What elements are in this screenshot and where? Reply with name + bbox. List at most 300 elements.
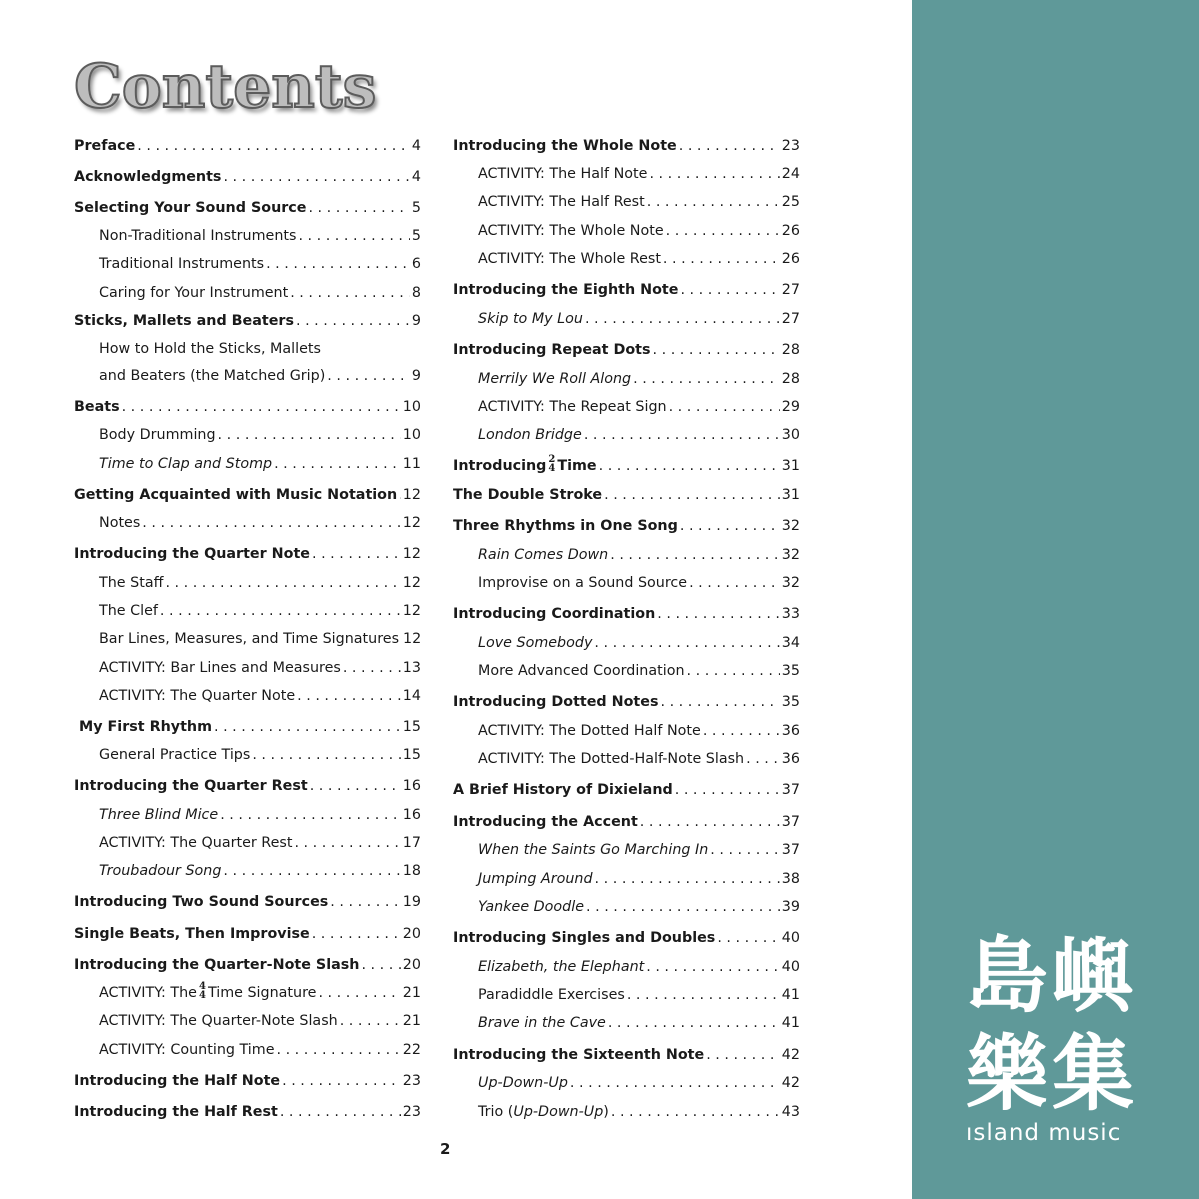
dot-leader <box>663 250 780 268</box>
toc-entry-title <box>478 398 667 416</box>
dot-leader <box>298 227 409 245</box>
toc-entry <box>74 162 421 186</box>
dot-leader <box>717 929 779 947</box>
toc-entry <box>453 304 800 328</box>
toc-entry-title <box>74 1072 280 1090</box>
toc-page-number: 12 <box>402 487 421 503</box>
toc-entry <box>453 599 800 623</box>
toc-entry-text: How to Hold the Sticks, Mallets <box>99 341 321 357</box>
toc-entry <box>74 193 421 217</box>
toc-page-number: 40 <box>781 959 800 975</box>
toc-entry <box>74 306 421 330</box>
dot-leader <box>679 137 780 155</box>
toc-entry-text: Preface <box>74 138 136 154</box>
logo-english: ısland music <box>966 1120 1122 1146</box>
dot-leader <box>646 958 780 976</box>
toc-entry-text: Troubadour Song <box>99 863 222 879</box>
toc-entry <box>74 887 421 911</box>
dot-leader <box>266 255 410 273</box>
toc-entry-text: Introducing Singles and Doubles <box>453 930 716 946</box>
toc-entry-title <box>99 687 295 705</box>
toc-entry-title <box>453 341 651 359</box>
toc-entry-text: Sticks, Mallets and Beaters <box>74 313 294 329</box>
toc-entry-text: Skip to My Lou <box>478 311 583 327</box>
toc-entry <box>453 835 800 859</box>
toc-page-number: 27 <box>781 311 800 327</box>
toc-entry-text: Non-Traditional Instruments <box>99 228 297 244</box>
toc-entry-text: Caring for Your Instrument <box>99 285 289 301</box>
toc-page-number: 36 <box>781 723 800 739</box>
toc-entry-title <box>99 1041 275 1059</box>
toc-entry-text: Introducing the Quarter-Note Slash <box>74 957 360 973</box>
toc-entry-title <box>478 250 661 268</box>
toc-entry <box>74 131 421 155</box>
dot-leader <box>611 1103 780 1121</box>
toc-entry-text: Acknowledgments <box>74 169 222 185</box>
toc-entry-title <box>99 602 158 620</box>
toc-entry-title <box>453 281 678 299</box>
toc-entry-title <box>478 634 592 652</box>
dot-leader <box>689 574 780 592</box>
toc-entry-text: Introducing the Eighth Note <box>453 282 679 298</box>
toc-entry-title <box>99 574 163 592</box>
toc-entry-title <box>453 1046 704 1064</box>
toc-entry-text: Merrily We Roll Along <box>478 371 632 387</box>
dot-leader <box>294 834 400 852</box>
toc-page-number: 20 <box>402 957 421 973</box>
toc-entry-title <box>99 455 272 473</box>
dot-leader <box>710 841 780 859</box>
toc-entry-text: More Advanced Coordination <box>478 663 685 679</box>
dot-leader <box>703 722 780 740</box>
toc-entry-text: ACTIVITY: Bar Lines and Measures <box>99 660 341 676</box>
toc-page-number: 4 <box>411 138 421 154</box>
toc-entry <box>453 159 800 183</box>
toc-entry-text: ACTIVITY: The Half Note <box>478 166 648 182</box>
toc-entry <box>453 807 800 831</box>
toc-entry <box>74 856 421 880</box>
dot-leader <box>218 426 401 444</box>
dot-leader <box>160 602 401 620</box>
toc-entry-title <box>99 834 292 852</box>
toc-entry <box>74 950 421 974</box>
page-number: 2 <box>440 1140 451 1158</box>
toc-entry-title <box>99 340 321 358</box>
toc-entry-text: Introducing <box>453 458 547 474</box>
dot-leader <box>340 1012 401 1030</box>
toc-entry <box>74 1035 421 1059</box>
toc-entry-title <box>99 659 341 677</box>
toc-entry-text: ACTIVITY: The Half Rest <box>478 194 645 210</box>
toc-entry <box>74 681 421 705</box>
toc-page-number: 9 <box>411 368 421 384</box>
toc-entry <box>453 687 800 711</box>
toc-entry <box>453 216 800 240</box>
toc-entry-text: London Bridge <box>478 427 582 443</box>
toc-page-number: 32 <box>781 547 800 563</box>
toc-entry-text: ACTIVITY: The Repeat Sign <box>478 399 667 415</box>
toc-entry-text: Up-Down-Up <box>478 1075 568 1091</box>
toc-entry <box>453 1097 800 1121</box>
toc-entry-text: ACTIVITY: The Dotted-Half-Note Slash <box>478 751 745 767</box>
dot-leader <box>666 222 780 240</box>
toc-entry-text: Elizabeth, the Elephant <box>478 959 645 975</box>
toc-entry-text: Introducing Two Sound Sources <box>74 894 329 910</box>
dot-leader <box>290 284 410 302</box>
dot-leader <box>657 605 780 623</box>
toc-page-number: 26 <box>781 251 800 267</box>
toc-page-number: 11 <box>402 456 421 472</box>
toc-entry-text: Introducing Coordination <box>453 606 656 622</box>
toc-entry <box>74 480 421 504</box>
toc-entry-title <box>74 956 359 974</box>
dot-leader <box>653 341 780 359</box>
toc-entry-text: Brave in the Cave <box>478 1015 606 1031</box>
toc-entry <box>74 508 421 532</box>
toc-page-number: 23 <box>402 1104 421 1120</box>
toc-entry <box>453 656 800 680</box>
toc-entry-title <box>99 746 250 764</box>
toc-entry <box>453 952 800 976</box>
toc-entry-text: Traditional Instruments <box>99 256 265 272</box>
dot-leader <box>633 370 780 388</box>
toc-entry-text: and Beaters (the Matched Grip) <box>99 368 326 384</box>
toc-entry-title <box>453 781 673 799</box>
toc-page-number: 39 <box>781 899 800 915</box>
toc-entry <box>74 828 421 852</box>
time-signature: 4 4 <box>198 981 206 1001</box>
toc-entry-title <box>453 137 677 155</box>
toc-page-number: 31 <box>781 487 800 503</box>
toc-entry-text: When the Saints Go Marching In <box>478 842 709 858</box>
toc-entry-title <box>478 662 685 680</box>
toc-page-number: 42 <box>781 1047 800 1063</box>
toc-entry-title <box>99 426 216 444</box>
toc-entry-text: Introducing Repeat Dots <box>453 342 651 358</box>
toc-entry-title <box>478 750 744 768</box>
toc-entry-text: Three Rhythms in One Song <box>453 518 678 534</box>
toc-page-number: 26 <box>781 223 800 239</box>
toc-entry-title <box>478 898 584 916</box>
dot-leader <box>312 545 401 563</box>
dot-leader <box>252 746 400 764</box>
dot-leader <box>610 546 780 564</box>
page-title: Contents <box>74 52 377 122</box>
toc-entry-title <box>74 1103 278 1121</box>
toc-entry-title <box>99 227 296 245</box>
toc-page-number: 32 <box>781 575 800 591</box>
toc-page-number: 34 <box>781 635 800 651</box>
toc-entry <box>453 511 800 535</box>
toc-page-number: 5 <box>411 200 421 216</box>
toc-entry-text: Getting Acquainted with Music Notation <box>74 487 398 503</box>
toc-entry-text: A Brief History of Dixieland <box>453 782 673 798</box>
toc-page-number: 35 <box>781 694 800 710</box>
toc-entry-text: Introducing the Accent <box>453 814 638 830</box>
toc-entry-text: Rain Comes Down <box>478 547 609 563</box>
toc-entry <box>453 187 800 211</box>
toc-page-number: 36 <box>781 751 800 767</box>
toc-entry-text: The Double Stroke <box>453 487 603 503</box>
toc-page-number: 5 <box>411 228 421 244</box>
toc-entry-text: Introducing the Half Rest <box>74 1104 278 1120</box>
toc-page-number: 4 <box>411 169 421 185</box>
dot-leader <box>277 1041 401 1059</box>
toc-page-number: 22 <box>402 1042 421 1058</box>
toc-entry-title <box>453 517 678 535</box>
toc-entry-text: Selecting Your Sound Source <box>74 200 307 216</box>
dot-leader <box>687 662 780 680</box>
toc-entry-text: Introducing the Quarter Rest <box>74 778 308 794</box>
toc-entry <box>74 278 421 302</box>
toc-entry-title <box>99 514 140 532</box>
toc-page-number: 12 <box>402 515 421 531</box>
toc-page-number: 6 <box>411 256 421 272</box>
island-music-logo <box>966 928 1146 1146</box>
toc-entry <box>74 334 421 358</box>
dot-leader <box>706 1046 780 1064</box>
toc-entry-title <box>478 370 631 388</box>
toc-entry-text: Jumping Around <box>478 871 593 887</box>
toc-entry-title <box>74 925 310 943</box>
toc-page-number: 42 <box>781 1075 800 1091</box>
toc-entry <box>74 1006 421 1030</box>
toc-page-number: 23 <box>781 138 800 154</box>
toc-page-number: 32 <box>781 518 800 534</box>
dot-leader <box>308 199 409 217</box>
toc-entry-title <box>478 193 645 211</box>
toc-entry <box>74 740 421 764</box>
toc-entry-title <box>478 546 608 564</box>
toc-page-number: 20 <box>402 926 421 942</box>
toc-entry <box>74 624 421 648</box>
toc-entry <box>74 919 421 943</box>
toc-page-number: 21 <box>402 985 421 1001</box>
toc-entry-title <box>453 454 597 475</box>
toc-page-number: 29 <box>781 399 800 415</box>
dot-leader <box>680 281 779 299</box>
toc-entry <box>453 1040 800 1064</box>
dot-leader <box>594 634 779 652</box>
dot-leader <box>142 514 401 532</box>
dot-leader <box>280 1103 401 1121</box>
toc-entry-text: ACTIVITY: The Quarter Rest <box>99 835 293 851</box>
toc-entry-title <box>453 693 658 711</box>
dot-leader <box>318 984 400 1002</box>
toc-entry-title <box>478 870 593 888</box>
toc-page-number: 19 <box>402 894 421 910</box>
toc-page-number: 27 <box>781 282 800 298</box>
toc-entry-title <box>74 545 310 563</box>
toc-entry-text: The Staff <box>99 575 164 591</box>
toc-entry-title <box>478 1014 606 1032</box>
toc-entry-text: The Clef <box>99 603 158 619</box>
dot-leader <box>361 956 400 974</box>
toc-page-number: 12 <box>402 575 421 591</box>
toc-page-number: 41 <box>781 1015 800 1031</box>
toc-entry <box>453 744 800 768</box>
toc-page-number: 15 <box>402 719 421 735</box>
dot-leader <box>343 659 401 677</box>
toc-entry <box>453 364 800 388</box>
toc-entry <box>453 628 800 652</box>
toc-entry-text: Notes <box>99 515 141 531</box>
toc-page-number: 10 <box>402 427 421 443</box>
toc-page-number: 35 <box>781 663 800 679</box>
dot-leader <box>584 426 780 444</box>
dot-leader <box>608 1014 780 1032</box>
toc-page-number: 10 <box>402 399 421 415</box>
toc-entry-title <box>99 1012 338 1030</box>
toc-entry <box>74 392 421 416</box>
toc-page-number: 12 <box>403 631 422 647</box>
dot-leader <box>282 1072 401 1090</box>
toc-entry <box>453 131 800 155</box>
dot-leader <box>586 898 780 916</box>
toc-page-number: 33 <box>781 606 800 622</box>
toc-entry <box>74 1066 421 1090</box>
toc-entry-title <box>453 813 638 831</box>
toc-entry <box>453 568 800 592</box>
toc-entry-title <box>74 398 120 416</box>
toc-entry-text: ACTIVITY: The Quarter-Note Slash <box>99 1013 338 1029</box>
toc-entry <box>74 449 421 473</box>
time-signature: 2 4 <box>548 454 556 474</box>
toc-page-number: 13 <box>402 660 421 676</box>
toc-entry-text: ACTIVITY: Counting Time <box>99 1042 275 1058</box>
toc-page-number: 8 <box>411 285 421 301</box>
toc-entry-title <box>74 777 308 795</box>
dot-leader <box>675 781 780 799</box>
toc-entry <box>453 716 800 740</box>
dot-leader <box>296 312 410 330</box>
toc-page-number: 16 <box>402 778 421 794</box>
dot-leader <box>312 925 401 943</box>
toc-entry <box>74 771 421 795</box>
toc-entry <box>74 221 421 245</box>
dot-leader <box>599 457 780 475</box>
toc-entry-title <box>478 722 701 740</box>
toc-page-number: 37 <box>781 782 800 798</box>
logo-chinese-line1: 島嶼 <box>966 929 1139 1024</box>
toc-entry-text: My First Rhythm <box>79 719 212 735</box>
toc-page-number: 28 <box>781 371 800 387</box>
toc-entry-text: Bar Lines, Measures, and Time Signatures <box>99 631 400 647</box>
toc-entry <box>453 1008 800 1032</box>
toc-entry-text: General Practice Tips <box>99 747 251 763</box>
toc-entry <box>453 480 800 504</box>
dot-leader <box>595 870 780 888</box>
toc-entry-title <box>99 367 325 385</box>
toc-page-number: 21 <box>402 1013 421 1029</box>
toc-entry-text: Introducing the Sixteenth Note <box>453 1047 705 1063</box>
toc-page-number: 28 <box>781 342 800 358</box>
dot-leader <box>165 574 400 592</box>
toc-entry-title <box>478 310 583 328</box>
dot-leader <box>137 137 410 155</box>
toc-entry <box>453 892 800 916</box>
toc-entry <box>453 392 800 416</box>
toc-entry <box>74 596 421 620</box>
dot-leader <box>680 517 780 535</box>
toc-page-number: 12 <box>402 603 421 619</box>
toc-entry-title <box>478 426 582 444</box>
toc-entry-text: Body Drumming <box>99 427 216 443</box>
toc-page-number: 41 <box>781 987 800 1003</box>
toc-entry <box>74 361 421 385</box>
toc-entry-title <box>79 718 212 736</box>
toc-entry <box>74 249 421 273</box>
toc-entry <box>453 451 800 475</box>
toc-entry-title <box>74 893 328 911</box>
toc-page-number: 17 <box>402 835 421 851</box>
toc-entry <box>74 420 421 444</box>
toc-entry-title <box>478 165 647 183</box>
toc-entry <box>74 539 421 563</box>
dot-leader <box>640 813 780 831</box>
toc-page-number: 18 <box>402 863 421 879</box>
toc-entry-title <box>478 841 708 859</box>
dot-leader <box>214 718 401 736</box>
toc-entry <box>74 800 421 824</box>
toc-page-number: 37 <box>781 814 800 830</box>
toc-entry-text: Improvise on a Sound Source <box>478 575 688 591</box>
toc-page-number: 9 <box>411 313 421 329</box>
dot-leader <box>122 398 401 416</box>
toc-entry-title <box>478 1103 609 1121</box>
toc-entry <box>74 1097 421 1121</box>
toc-entry <box>453 775 800 799</box>
toc-entry-title <box>74 312 294 330</box>
dot-leader <box>274 455 401 473</box>
toc-page-number: 14 <box>402 688 421 704</box>
toc-entry-text: ACTIVITY: The Whole Note <box>478 223 664 239</box>
toc-entry-text-after: Time <box>557 458 597 474</box>
toc-entry-text: ACTIVITY: The Dotted Half Note <box>478 723 701 739</box>
toc-entry-title <box>478 1074 568 1092</box>
toc-entry-text-after: ) <box>603 1104 609 1120</box>
dot-leader <box>330 893 401 911</box>
toc-page-number: 43 <box>781 1104 800 1120</box>
toc-entry-title <box>74 137 135 155</box>
toc-entry-title <box>478 574 687 592</box>
toc-entry-title <box>74 168 221 186</box>
toc-entry-text-after: Time Signature <box>207 985 317 1001</box>
toc-entry <box>453 244 800 268</box>
dot-leader <box>660 693 779 711</box>
toc-page-number: 40 <box>781 930 800 946</box>
toc-entry-text: Introducing the Quarter Note <box>74 546 310 562</box>
toc-entry-text: Three Blind Mice <box>99 807 219 823</box>
toc-entry-title <box>478 958 644 976</box>
toc-page-number: 15 <box>402 747 421 763</box>
toc-entry <box>453 335 800 359</box>
toc-entry-text: Love Somebody <box>478 635 593 651</box>
dot-leader <box>327 367 410 385</box>
toc-entry <box>74 568 421 592</box>
toc-entry-title <box>99 630 399 648</box>
toc-entry-text: ACTIVITY: The <box>99 985 197 1001</box>
toc-page-number: 25 <box>781 194 800 210</box>
toc-entry-text: ACTIVITY: The Whole Rest <box>478 251 661 267</box>
dot-leader <box>746 750 780 768</box>
toc-entry-title <box>453 486 602 504</box>
dot-leader <box>585 310 780 328</box>
dot-leader <box>297 687 401 705</box>
toc-page-number: 30 <box>781 427 800 443</box>
toc-entry-text: Yankee Doodle <box>478 899 585 915</box>
toc-entry <box>74 653 421 677</box>
